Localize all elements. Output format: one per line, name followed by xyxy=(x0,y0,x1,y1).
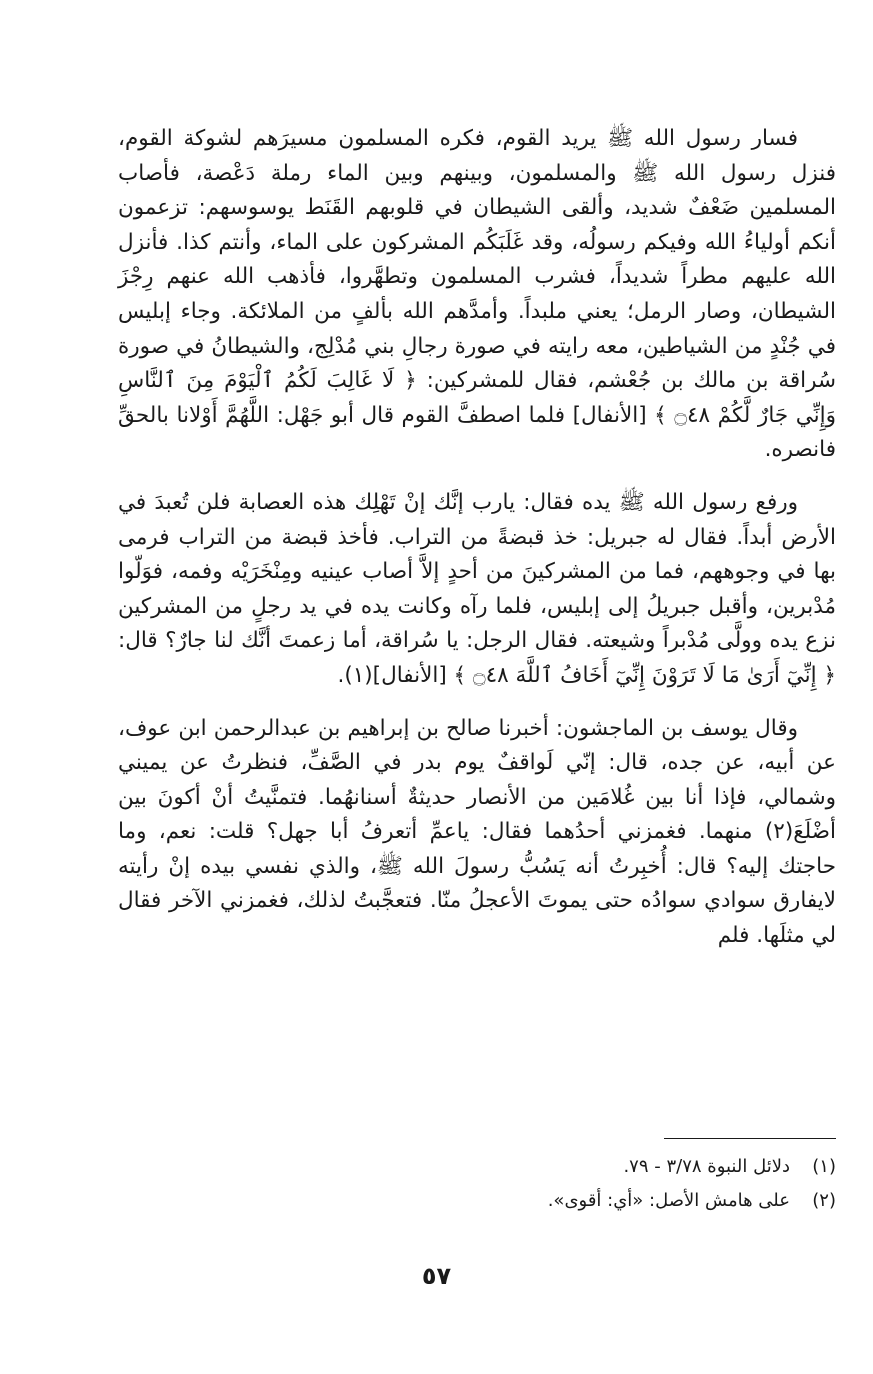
footnote-marker-1: (١) xyxy=(812,1156,836,1177)
page-number: ٥٧ xyxy=(421,1262,452,1290)
footnote-marker-2: (٢) xyxy=(812,1190,836,1211)
footnote-text-1: دلائل النبوة ٣/٧٨ - ٧٩. xyxy=(623,1156,790,1177)
body-paragraph-1: فسار رسول الله ﷺ يريد القوم، فكره المسلمون مسيرَهم لشوكة القوم، فنزل رسول الله ﷺ والمسلمون، وبينهم وبين الماء رملة دَعْصة، فأصاب المسلمين ضَعْفٌ شديد، وألقى الشيطان في قلوبهم القَنَط يوسوسهم: تزعمون أنكم أولياءُ الله وفيكم رسولُه، وقد غَلَبَكُم المشركون على الماء، وأنتم كذا. فأنزل الله عليهم مطراً شديداً، فشرب المسلمون وتطهَّروا، فأذهب الله عنهم رِجْزَ الشيطان، وصار الرمل؛ يعني ملبداً. وأمدَّهم الله بألفٍ من الملائكة. وجاء إبليس في جُنْدٍ من الشياطين، معه رايته في صورة رجالِ بني مُدْلِج، والشيطانُ في صورة سُراقة بن مالك بن جُعْشم، فقال للمشركين: ﴿ لَا غَالِبَ لَكُمُ ٱلْيَوْمَ مِنَ ٱلنَّاسِ وَإِنِّي جَارٌ لَّكُمْ ۝٤٨ ﴾ [الأنفال] فلما اصطفَّ القوم قال أبو جَهْل: اللَّهُمَّ أَوْلانا بالحقِّ فانصره. xyxy=(118,126,836,463)
footnote-2 xyxy=(118,1184,836,1218)
footnotes xyxy=(118,1150,836,1218)
page-body xyxy=(118,122,836,954)
footnote-separator xyxy=(664,1138,836,1139)
body-paragraph-2: ورفع رسول الله ﷺ يده فقال: يارب إنَّك إنْ تَهْلِك هذه العصابة فلن تُعبدَ في الأرض أبداً. فقال له جبريل: خذ قبضةً من التراب. فأخذ قبضة من التراب فرمى بها في وجوههم، فما من المشركينَ من أحدٍ إلاَّ أصاب عينيه ومِنْخَرَيْه وفمه، فوَلّوا مُدْبرين، وأقبل جبريلُ إلى إبليس، فلما رآه وكانت يده في يد رجلٍ من المشركين نزع يده وولَّى مُدْبراً وشيعته. فقال الرجل: يا سُراقة، أما زعمتَ أنَّك لنا جارٌ؟ قال: ﴿ إِنِّيٓ أَرَىٰ مَا لَا تَرَوْنَ إِنِّيٓ أَخَافُ ٱللَّهَ ۝٤٨ ﴾ [الأنفال](١). xyxy=(118,489,836,688)
footnote-1 xyxy=(118,1150,836,1184)
body-paragraph-3: وقال يوسف بن الماجشون: أخبرنا صالح بن إبراهيم بن عبدالرحمن ابن عوف، عن أبيه، عن جده، قال: إنّي لَواقفٌ يوم بدر في الصَّفِّ، فنظرتُ عن يميني وشمالي، فإذا أنا بين غُلامَين من الأنصار حديثةٌ أسنانهُما. فتمنَّيتُ أنْ أكونَ بين أضْلَعَ(٢) منهما. فغمزني أحدُهما فقال: ياعمِّ أتعرفُ أبا جهل؟ قلت: نعم، وما حاجتك إليه؟ قال: أُخبِرتُ أنه يَسُبُّ رسولَ الله ﷺ، والذي نفسي بيده إنْ رأيته لايفارق سوادي سوادُه حتى يموتَ الأعجلُ منّا. فتعجَّبتُ لذلك، فغمزني الآخر فقال لي مثلَها. فلم xyxy=(118,715,836,949)
footnote-text-2: على هامش الأصل: «أي: أقوى». xyxy=(547,1190,790,1211)
